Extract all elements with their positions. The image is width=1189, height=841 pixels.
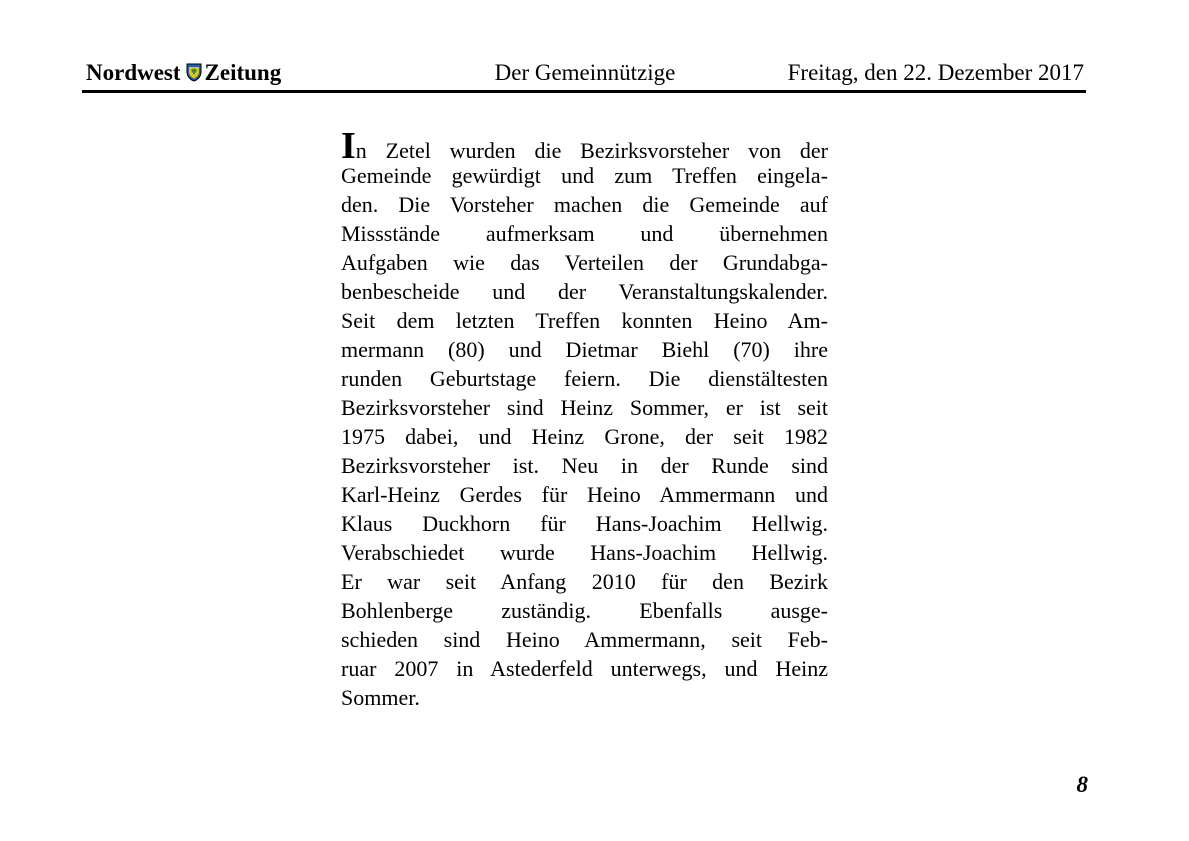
article-line-text: Sommer. <box>341 685 420 710</box>
article-line-text: ruar 2007 in Astederfeld unterwegs, und Heinz <box>341 656 828 681</box>
article-line-text: Verabschiedet wurde Hans-Joachim Hellwig. <box>341 540 828 565</box>
logo-text-left: Nordwest <box>86 60 181 85</box>
article-line <box>341 393 828 422</box>
article-line-text: runden Geburtstage feiern. Die dienstältesten <box>341 366 828 391</box>
article-line <box>341 625 828 654</box>
article-line-text: Bezirksvorsteher ist. Neu in der Runde sind <box>341 453 828 478</box>
article-line-text: Gemeinde gewürdigt und zum Treffen eingela- <box>341 163 828 188</box>
header-rule <box>82 90 1086 93</box>
article-line <box>341 567 828 596</box>
article-line-text: mermann (80) und Dietmar Biehl (70) ihre <box>341 337 828 362</box>
issue-date: Freitag, den 22. Dezember 2017 <box>787 60 1084 85</box>
article-line-text: schieden sind Heino Ammermann, seit Feb- <box>341 627 828 652</box>
article-line-text: n Zetel wurden die Bezirksvorsteher von der <box>355 138 828 163</box>
article-line <box>341 654 828 683</box>
article-line-text: Er war seit Anfang 2010 für den Bezirk <box>341 569 828 594</box>
article-line <box>341 364 828 393</box>
article-line <box>341 125 828 167</box>
article-line-text: Seit dem letzten Treffen konnten Heino Am- <box>341 308 828 333</box>
article-line <box>341 335 828 364</box>
article-line <box>341 190 828 219</box>
article-line <box>341 422 828 451</box>
article-line-text: Bezirksvorsteher sind Heinz Sommer, er ist seit <box>341 395 828 420</box>
page-header <box>84 58 1086 90</box>
section-title: Der Gemeinnützige <box>494 60 676 85</box>
article-line-text: Klaus Duckhorn für Hans-Joachim Hellwig. <box>341 511 828 536</box>
article-line <box>341 277 828 306</box>
article-line <box>341 509 828 538</box>
drop-cap: I <box>341 125 356 167</box>
article-line <box>341 306 828 335</box>
logo-text-right: Zeitung <box>204 60 282 85</box>
article-line <box>341 538 828 567</box>
article-line <box>341 219 828 248</box>
article-line <box>341 596 828 625</box>
article-line <box>341 683 828 712</box>
article-line <box>341 480 828 509</box>
article-line-text: Aufgaben wie das Verteilen der Grundabga- <box>341 250 828 275</box>
page-number: 8 <box>1076 772 1088 797</box>
article-line <box>341 451 828 480</box>
article-body <box>341 125 828 712</box>
article-line-text: 1975 dabei, und Heinz Grone, der seit 1982 <box>341 424 828 449</box>
article-line-text: Missstände aufmerksam und übernehmen <box>341 221 828 246</box>
article-line <box>341 161 828 190</box>
article-line-text: Karl-Heinz Gerdes für Heino Ammermann und <box>341 482 828 507</box>
article-line-text: den. Die Vorsteher machen die Gemeinde auf <box>341 192 828 217</box>
article-line-text: Bohlenberge zuständig. Ebenfalls ausge- <box>341 598 828 623</box>
article-line-text: benbescheide und der Veranstaltungskalender. <box>341 279 828 304</box>
article-line <box>341 248 828 277</box>
